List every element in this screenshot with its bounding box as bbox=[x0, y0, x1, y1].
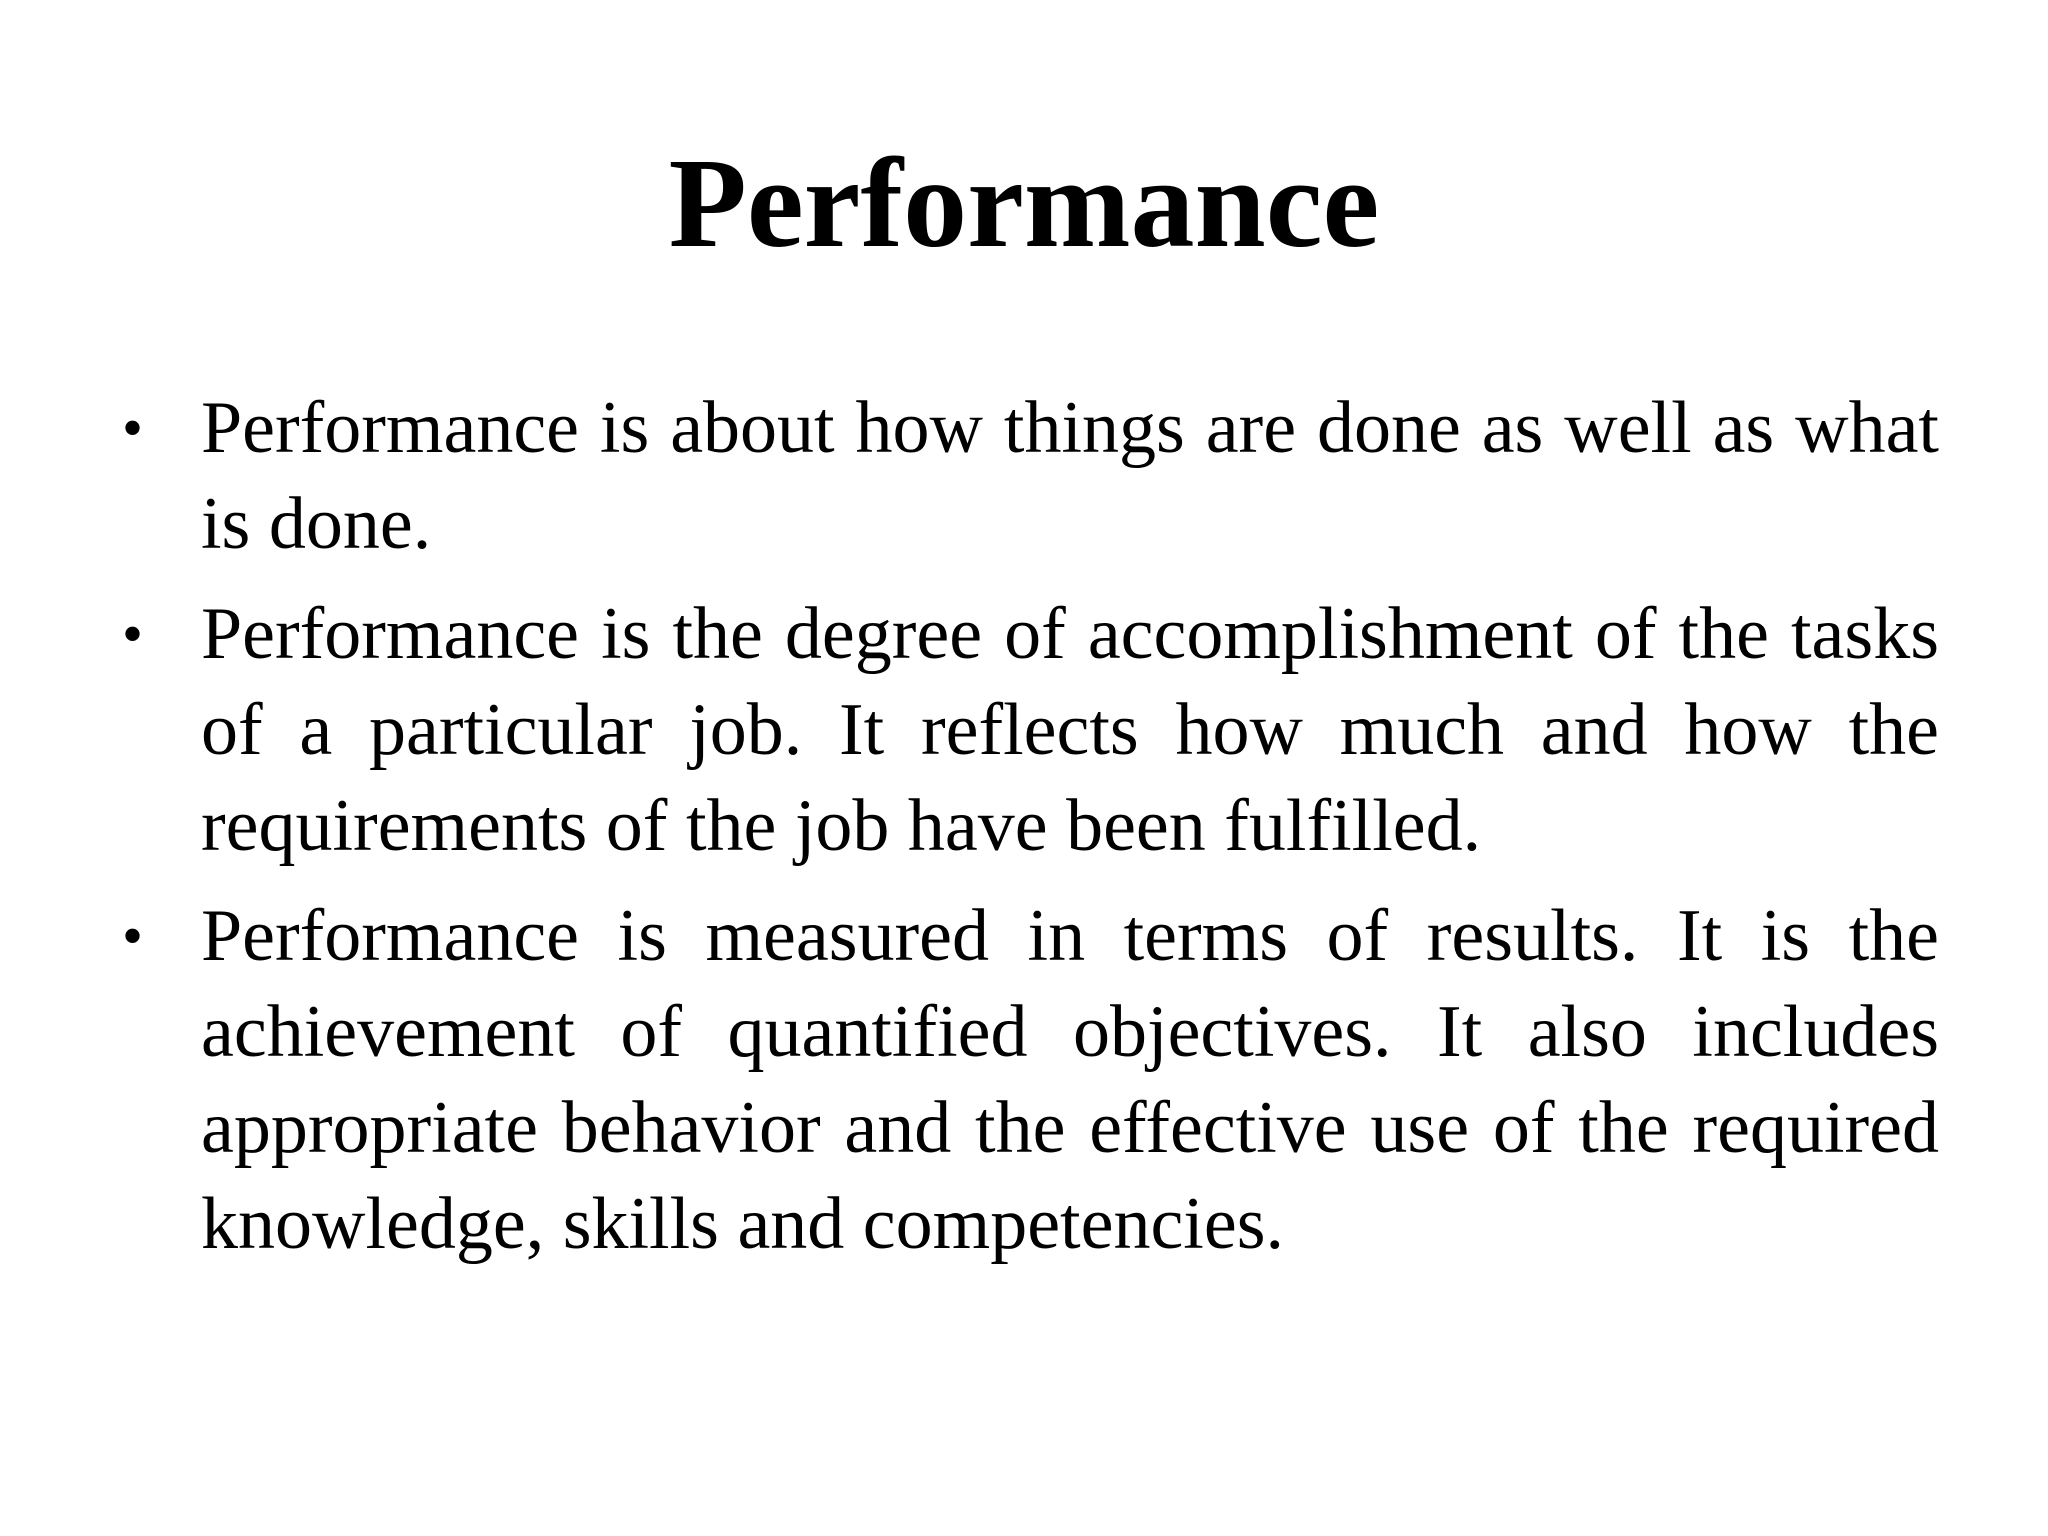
slide-title: Performance bbox=[668, 132, 1380, 274]
bullet-marker: • bbox=[122, 601, 144, 667]
bullet-text: Performance is the degree of accomplishment of the tasks of a particular job. It reflects how much and how the requirements of the job have been fulfilled. bbox=[201, 593, 1939, 867]
bullet-list bbox=[122, 380, 1939, 1286]
bullet-item bbox=[122, 380, 1939, 572]
bullet-item bbox=[122, 586, 1939, 874]
bullet-text: Performance is measured in terms of results. It is the achievement of quantified objectives. It also includes appropriate behavior and the effective use of the required knowledge, skills and competencies. bbox=[201, 895, 1939, 1265]
bullet-text: Performance is about how things are done as well as what is done. bbox=[201, 387, 1939, 565]
bullet-marker: • bbox=[122, 903, 144, 969]
bullet-item bbox=[122, 888, 1939, 1272]
bullet-marker: • bbox=[122, 395, 144, 461]
